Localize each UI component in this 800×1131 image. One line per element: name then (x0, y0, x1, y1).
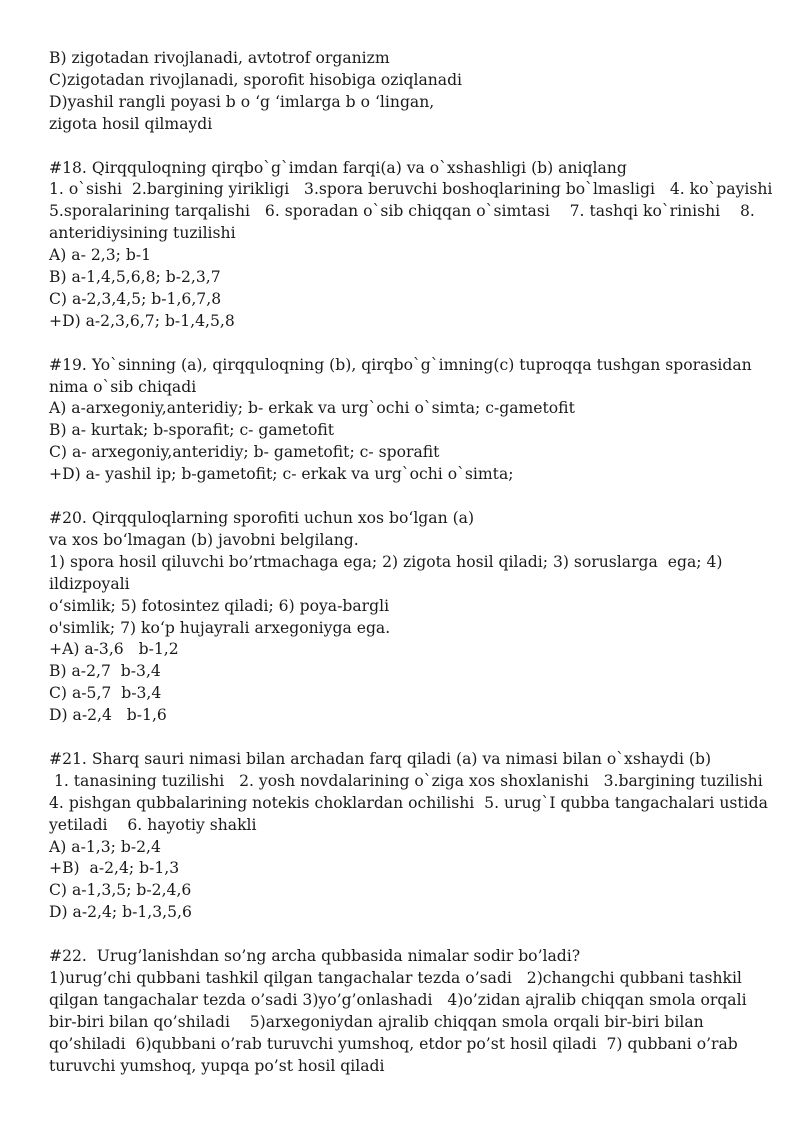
question-21-text-line: 1. tanasining tuzilishi 2. yosh novdalarining o`ziga xos shoxlanishi 3.bargining tuzilishi (49, 771, 763, 790)
answer-option-d-continued: zigota hosil qilmaydi (49, 114, 213, 133)
question-20-text-line: o‘simlik; 5) fotosintez qiladi; 6) poya-bargli (49, 596, 390, 615)
question-18 (49, 158, 773, 333)
question-21-text-line: 4. pishgan qubbalarining notekis choklardan ochilishi 5. urug`I qubba tangachalari ustida (49, 793, 768, 812)
spacer (49, 136, 769, 158)
question-20-text-line: 1) spora hosil qiluvchi bo’rtmachaga ega; 2) zigota hosil qiladi; 3) soruslarga ega; 4) (49, 552, 723, 571)
question-22-title: #22. Urug’lanishdan so’ng archa qubbasida nimalar sodir bo’ladi? (49, 947, 581, 966)
question-20-option-a: +A) a-3,6 b-1,2 (49, 640, 179, 659)
question-21 (49, 749, 769, 924)
question-18-option-a: A) a- 2,3; b-1 (49, 246, 152, 265)
spacer (49, 924, 769, 946)
answer-option-d: D)yashil rangli poyasi b o ‘g ‘imlarga b o ‘lingan, (49, 92, 435, 111)
spacer (49, 727, 769, 749)
question-20 (49, 508, 769, 727)
question-22-text-line: bir-biri bilan qo’shiladi 5)arxegoniydan ajralib chiqqan smola orqali bir-biri bilan (49, 1012, 704, 1031)
question-19-option-a: A) a-arxegoniy,anteridiy; b- erkak va urg`ochi o`simta; c-gametofit (49, 399, 575, 418)
question-18-text-line: anteridiysining tuzilishi (49, 224, 236, 243)
question-22-text-line: qo’shiladi 6)qubbani o’rab turuvchi yumshoq, etdor po’st hosil qiladi 7) qubbani o’rab (49, 1034, 738, 1053)
question-21-option-d: D) a-2,4; b-1,3,5,6 (49, 903, 192, 922)
question-21-option-b: +B) a-2,4; b-1,3 (49, 859, 180, 878)
question-20-text-line: o'simlik; 7) ko‘p hujayrali arxegoniyga ega. (49, 618, 391, 637)
answer-option-b: B) zigotadan rivojlanadi, avtotrof organizm (49, 49, 390, 67)
question-21-option-c: C) a-1,3,5; b-2,4,6 (49, 881, 192, 900)
question-18-text-line: 1. o`sishi 2.bargining yirikligi 3.spora beruvchi boshoqlarining bo`lmasligi 4. ko`payishi (49, 180, 773, 199)
question-20-option-b: B) a-2,7 b-3,4 (49, 662, 161, 681)
question-19-option-d: +D) a- yashil ip; b-gametofit; c- erkak va urg`ochi o`simta; (49, 465, 514, 484)
question-20-option-c: C) a-5,7 b-3,4 (49, 684, 162, 703)
question-18-option-b: B) a-1,4,5,6,8; b-2,3,7 (49, 268, 221, 287)
question-22-text-line: qilgan tangachalar tezda o’sadi 3)yo’g’onlashadi 4)o’zidan ajralib chiqqan smola orqali (49, 990, 747, 1009)
question-20-text-line: va xos bo‘lmagan (b) javobni belgilang. (49, 530, 359, 549)
question-20-title: #20. Qirqquloqlarning sporofiti uchun xos bo‘lgan (a) (49, 508, 475, 527)
question-19-option-c: C) a- arxegoniy,anteridiy; b- gametofit; c- sporafit (49, 443, 440, 462)
question-19-title: #19. Yo`sinning (a), qirqquloqning (b), qirqbo`g`imning(c) tuproqqa tushgan sporasidan (49, 355, 752, 374)
question-19-option-b: B) a- kurtak; b-sporafit; c- gametofit (49, 421, 335, 440)
question-22-text-line: turuvchi yumshoq, yupqa po’st hosil qiladi (49, 1056, 385, 1075)
spacer (49, 486, 769, 508)
question-18-option-d: +D) a-2,3,6,7; b-1,4,5,8 (49, 311, 235, 330)
question-18-title: #18. Qirqquloqning qirqbo`g`imdan farqi(a) va o`xshashligi (b) aniqlang (49, 158, 627, 177)
question-19-text-line: nima o`sib chiqadi (49, 377, 197, 396)
question-21-text-line: yetiladi 6. hayotiy shakli (49, 815, 257, 834)
question-22 (49, 946, 769, 1077)
question-20-text-line: ildizpoyali (49, 574, 130, 593)
question-21-option-a: A) a-1,3; b-2,4 (49, 837, 161, 856)
question-22-text-line: 1)urug’chi qubbani tashkil qilgan tangachalar tezda o’sadi 2)changchi qubbani tashkil (49, 968, 742, 987)
previous-question-answers (49, 48, 769, 136)
question-18-option-c: C) a-2,3,4,5; b-1,6,7,8 (49, 289, 222, 308)
document-page (49, 48, 773, 1078)
question-18-text-line: 5.sporalarining tarqalishi 6. sporadan o`sib chiqqan o`simtasi 7. tashqi ko`rinishi 8. (49, 202, 755, 221)
question-20-option-d: D) a-2,4 b-1,6 (49, 706, 167, 725)
answer-option-c: C)zigotadan rivojlanadi, sporofit hisobiga oziqlanadi (49, 70, 463, 89)
question-19 (49, 355, 769, 486)
spacer (49, 333, 769, 355)
question-21-title: #21. Sharq sauri nimasi bilan archadan farq qiladi (a) va nimasi bilan o`xshaydi (b) (49, 749, 712, 768)
